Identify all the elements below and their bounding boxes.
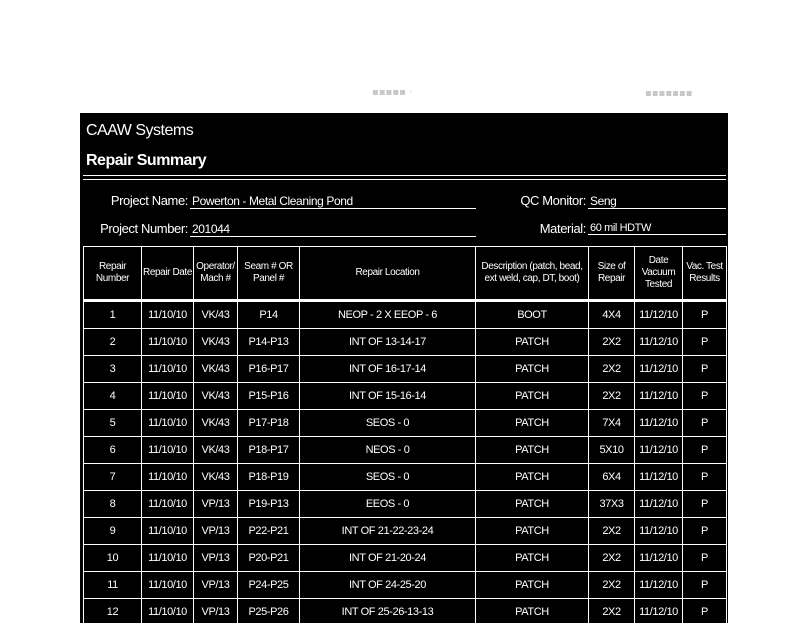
project-name-value: Powerton - Metal Cleaning Pond [190, 194, 476, 209]
location-cell: NEOS - 0 [300, 437, 476, 464]
description-cell: PATCH [476, 518, 589, 545]
size-cell: 6X4 [589, 464, 635, 491]
column-header: Repair Location [300, 247, 476, 301]
repair-summary-sheet [80, 113, 728, 623]
repair-number-cell: 10 [84, 545, 142, 572]
scan-mark: ▪▪▪▪▪ · [372, 87, 412, 98]
description-cell: PATCH [476, 545, 589, 572]
table-row [84, 599, 727, 623]
vacuum-date-cell: 11/12/10 [635, 464, 683, 491]
vacuum-date-cell: 11/12/10 [635, 491, 683, 518]
size-cell: 2X2 [589, 356, 635, 383]
location-cell: INT OF 25-26-13-13 [300, 599, 476, 623]
location-cell: EEOS - 0 [300, 491, 476, 518]
vacuum-date-cell: 11/12/10 [635, 518, 683, 545]
description-cell: PATCH [476, 599, 589, 623]
table-row [84, 356, 727, 383]
description-cell: PATCH [476, 464, 589, 491]
table-header-row [84, 247, 727, 301]
table-row [84, 383, 727, 410]
qc-monitor-label: QC Monitor: [500, 193, 586, 208]
repair-date-cell: 11/10/10 [142, 410, 194, 437]
result-cell: P [683, 383, 727, 410]
result-cell: P [683, 572, 727, 599]
seam-cell: P18-P17 [238, 437, 300, 464]
scan-mark: ▪▪▪▪▪▪▪ [645, 88, 692, 99]
location-cell: SEOS - 0 [300, 410, 476, 437]
result-cell: P [683, 599, 727, 623]
description-cell: PATCH [476, 410, 589, 437]
company-name: CAAW Systems [86, 122, 193, 140]
repair-date-cell: 11/10/10 [142, 518, 194, 545]
vacuum-date-cell: 11/12/10 [635, 356, 683, 383]
table-row [84, 491, 727, 518]
description-cell: PATCH [476, 383, 589, 410]
location-cell: INT OF 21-20-24 [300, 545, 476, 572]
result-cell: P [683, 464, 727, 491]
size-cell: 2X2 [589, 545, 635, 572]
result-cell: P [683, 545, 727, 572]
vacuum-date-cell: 11/12/10 [635, 599, 683, 623]
operator-cell: VK/43 [194, 464, 238, 491]
repair-number-cell: 6 [84, 437, 142, 464]
repair-date-cell: 11/10/10 [142, 464, 194, 491]
repair-date-cell: 11/10/10 [142, 491, 194, 518]
seam-cell: P19-P13 [238, 491, 300, 518]
description-cell: PATCH [476, 329, 589, 356]
material-value: 60 mil HDTW [588, 222, 726, 235]
column-header: Date Vacuum Tested [635, 247, 683, 301]
vacuum-date-cell: 11/12/10 [635, 301, 683, 329]
seam-cell: P22-P21 [238, 518, 300, 545]
repair-date-cell: 11/10/10 [142, 545, 194, 572]
repair-number-cell: 8 [84, 491, 142, 518]
location-cell: INT OF 24-25-20 [300, 572, 476, 599]
table-row [84, 301, 727, 329]
result-cell: P [683, 437, 727, 464]
size-cell: 5X10 [589, 437, 635, 464]
repair-date-cell: 11/10/10 [142, 356, 194, 383]
description-cell: PATCH [476, 437, 589, 464]
size-cell: 2X2 [589, 383, 635, 410]
seam-cell: P15-P16 [238, 383, 300, 410]
repair-date-cell: 11/10/10 [142, 301, 194, 329]
operator-cell: VK/43 [194, 383, 238, 410]
column-header: Repair Date [142, 247, 194, 301]
column-header: Seam # OR Panel # [238, 247, 300, 301]
header-rule [83, 175, 726, 176]
seam-cell: P14 [238, 301, 300, 329]
seam-cell: P16-P17 [238, 356, 300, 383]
result-cell: P [683, 491, 727, 518]
location-cell: SEOS - 0 [300, 464, 476, 491]
column-header: Description (patch, bead, ext weld, cap, DT, boot) [476, 247, 589, 301]
size-cell: 2X2 [589, 572, 635, 599]
repair-date-cell: 11/10/10 [142, 437, 194, 464]
qc-monitor-value: Seng [588, 194, 726, 209]
vacuum-date-cell: 11/12/10 [635, 383, 683, 410]
operator-cell: VK/43 [194, 301, 238, 329]
table-row [84, 410, 727, 437]
seam-cell: P17-P18 [238, 410, 300, 437]
seam-cell: P18-P19 [238, 464, 300, 491]
operator-cell: VK/43 [194, 356, 238, 383]
seam-cell: P14-P13 [238, 329, 300, 356]
repair-number-cell: 3 [84, 356, 142, 383]
vacuum-date-cell: 11/12/10 [635, 329, 683, 356]
vacuum-date-cell: 11/12/10 [635, 572, 683, 599]
header-rule [83, 179, 726, 180]
table-row [84, 464, 727, 491]
size-cell: 2X2 [589, 599, 635, 623]
repair-number-cell: 5 [84, 410, 142, 437]
project-number-value: 201044 [190, 222, 476, 237]
column-header: Vac. Test Results [683, 247, 727, 301]
operator-cell: VK/43 [194, 329, 238, 356]
result-cell: P [683, 329, 727, 356]
result-cell: P [683, 410, 727, 437]
repair-number-cell: 2 [84, 329, 142, 356]
size-cell: 2X2 [589, 518, 635, 545]
vacuum-date-cell: 11/12/10 [635, 437, 683, 464]
description-cell: BOOT [476, 301, 589, 329]
size-cell: 2X2 [589, 329, 635, 356]
size-cell: 7X4 [589, 410, 635, 437]
location-cell: INT OF 13-14-17 [300, 329, 476, 356]
description-cell: PATCH [476, 572, 589, 599]
location-cell: INT OF 21-22-23-24 [300, 518, 476, 545]
operator-cell: VP/13 [194, 491, 238, 518]
repair-number-cell: 12 [84, 599, 142, 623]
operator-cell: VK/43 [194, 410, 238, 437]
repair-number-cell: 4 [84, 383, 142, 410]
seam-cell: P25-P26 [238, 599, 300, 623]
description-cell: PATCH [476, 356, 589, 383]
table-row [84, 329, 727, 356]
repair-number-cell: 1 [84, 301, 142, 329]
repair-date-cell: 11/10/10 [142, 383, 194, 410]
repair-number-cell: 11 [84, 572, 142, 599]
size-cell: 4X4 [589, 301, 635, 329]
table-row [84, 437, 727, 464]
seam-cell: P24-P25 [238, 572, 300, 599]
column-header: Repair Number [84, 247, 142, 301]
operator-cell: VP/13 [194, 572, 238, 599]
material-label: Material: [520, 221, 586, 236]
vacuum-date-cell: 11/12/10 [635, 410, 683, 437]
project-name-label: Project Name: [90, 193, 188, 208]
repair-date-cell: 11/10/10 [142, 599, 194, 623]
page-title: Repair Summary [86, 152, 206, 170]
location-cell: NEOP - 2 X EEOP - 6 [300, 301, 476, 329]
repair-number-cell: 7 [84, 464, 142, 491]
seam-cell: P20-P21 [238, 545, 300, 572]
repair-date-cell: 11/10/10 [142, 329, 194, 356]
column-header: Operator/ Mach # [194, 247, 238, 301]
result-cell: P [683, 518, 727, 545]
location-cell: INT OF 16-17-14 [300, 356, 476, 383]
operator-cell: VP/13 [194, 545, 238, 572]
operator-cell: VP/13 [194, 599, 238, 623]
table-row [84, 572, 727, 599]
result-cell: P [683, 301, 727, 329]
repair-number-cell: 9 [84, 518, 142, 545]
repair-table [83, 246, 727, 623]
project-number-label: Project Number: [84, 221, 188, 236]
table-row [84, 545, 727, 572]
result-cell: P [683, 356, 727, 383]
operator-cell: VP/13 [194, 518, 238, 545]
vacuum-date-cell: 11/12/10 [635, 545, 683, 572]
repair-date-cell: 11/10/10 [142, 572, 194, 599]
column-header: Size of Repair [589, 247, 635, 301]
description-cell: PATCH [476, 491, 589, 518]
location-cell: INT OF 15-16-14 [300, 383, 476, 410]
operator-cell: VK/43 [194, 437, 238, 464]
table-row [84, 518, 727, 545]
size-cell: 37X3 [589, 491, 635, 518]
